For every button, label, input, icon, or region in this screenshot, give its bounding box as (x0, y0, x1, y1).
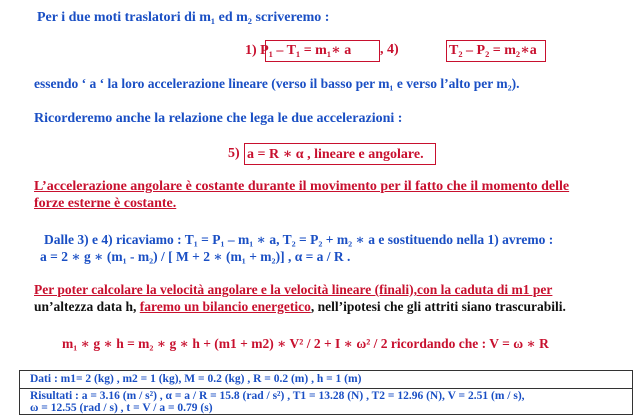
derivation-line-1: Dalle 3) e 4) ricaviamo : T₁ = P₁ – m₁ ∗ a, T₂ = P₂ + m₂ ∗ a e sostituendo nella 1) avremo : (44, 232, 554, 247)
equation-4: T₂ – P₂ = m₂∗a (449, 43, 537, 58)
acceleration-note: essendo ‘ a ‘ la loro accelerazione lineare (verso il basso per m₁ e verso l’alto per m₂). (34, 76, 520, 91)
results-row-1: Risultati : a = 3.16 (m / s²) , α = a / R = 15.8 (rad / s²) , T1 = 13.28 (N) , T2 = 12.96 (N), V = 2.51 (m / s), (30, 390, 525, 402)
energy-balance-equation: m₁ ∗ g ∗ h = m₂ ∗ g ∗ h + (m1 + m2) ∗ V² / 2 + I ∗ ω² / 2 ricordando che : V = ω ∗ R (62, 336, 549, 351)
energy-line-1: Per poter calcolare la velocità angolare e la velocità lineare (finali),con la caduta di m1 per (34, 282, 553, 297)
data-divider (20, 388, 632, 389)
energy-balance-phrase: faremo un bilancio energetico (139, 299, 311, 314)
angular-constant-line-2: forze esterne è costante. (34, 196, 177, 211)
energy-line-2-start: un’altezza data h, (34, 299, 140, 314)
derivation-line-2: a = 2 ∗ g ∗ (m₁ - m₂) / [ M + 2 ∗ (m₁ + m₂)] , α = a / R . (40, 249, 351, 264)
equation-5-number: 5) (228, 146, 240, 161)
results-row-2: ω = 12.55 (rad / s) , t = V / a = 0.79 (s) (30, 402, 213, 414)
data-row: Dati : m1= 2 (kg) , m2 = 1 (kg), M = 0.2 (kg) , R = 0.2 (m) , h = 1 (m) (30, 373, 362, 385)
energy-line-2-end: , nell’ipotesi che gli attriti siano trascurabili. (310, 299, 566, 314)
equation-1: 1) P₁ – T₁ = m₁∗ a (245, 43, 352, 58)
angular-constant-line-1: L’accelerazione angolare è costante durante il movimento per il fatto che il momento delle (34, 179, 570, 194)
equation-5: a = R ∗ α , lineare e angolare. (247, 147, 424, 162)
equation-separator: , 4) (380, 42, 399, 57)
energy-line-2 (34, 299, 566, 315)
relation-intro: Ricorderemo anche la relazione che lega le due accelerazioni : (34, 111, 403, 126)
data-results-box (19, 370, 633, 415)
intro-text: Per i due moti traslatori di m₁ ed m₂ scriveremo : (37, 10, 330, 25)
